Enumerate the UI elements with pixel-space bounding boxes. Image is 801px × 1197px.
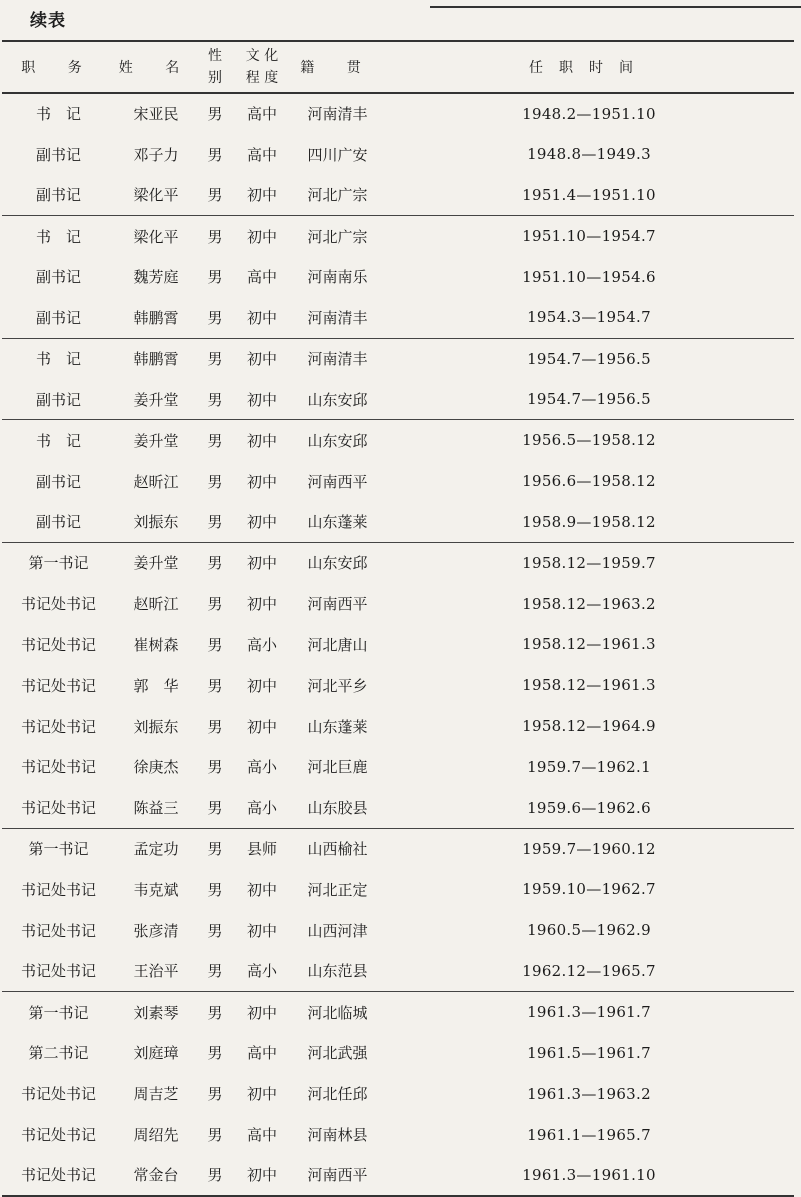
cell-position: 书记处书记 (2, 951, 115, 992)
cell-position: 书 记 (35, 105, 81, 124)
cell-tenure: 1951.4—1951.10 (384, 175, 794, 216)
header-sex-top: 性 (208, 48, 222, 64)
cell-position: 书记处书记 (20, 676, 96, 695)
cell-origin: 河南西平 (291, 1155, 384, 1196)
cell-tenure: 1959.10—1962.7 (522, 880, 656, 899)
cell-origin: 河南西平 (307, 595, 368, 614)
cell-origin: 河南林县 (307, 1126, 368, 1145)
cell-position: 副书记 (2, 501, 115, 542)
cell-position: 书记处书记 (20, 717, 96, 736)
cell-sex: 男 (207, 1044, 223, 1063)
cell-tenure: 1954.3—1954.7 (384, 297, 794, 338)
cell-position: 第二书记 (28, 1044, 89, 1063)
cell-sex: 男 (197, 175, 233, 216)
cell-origin: 山东安邱 (291, 379, 384, 420)
cell-origin: 河南西平 (307, 472, 368, 491)
cell-name: 周吉芝 (133, 1085, 179, 1104)
cell-tenure: 1958.12—1961.3 (522, 676, 656, 695)
cell-origin: 河北武强 (307, 1044, 368, 1063)
cell-education: 初中 (246, 472, 277, 491)
cell-position: 书记处书记 (20, 921, 96, 940)
cell-tenure: 1948.8—1949.3 (527, 145, 651, 164)
cell-sex: 男 (207, 431, 223, 450)
header-sex-bottom: 别 (208, 70, 222, 86)
cell-education: 初中 (246, 554, 277, 573)
cell-origin: 河北巨鹿 (307, 758, 368, 777)
cell-sex: 男 (207, 554, 223, 573)
table-row (2, 706, 794, 747)
cell-sex: 男 (197, 501, 233, 542)
cell-position: 第一书记 (28, 840, 89, 859)
cell-name: 梁化平 (133, 227, 179, 246)
cell-sex: 男 (207, 676, 223, 695)
cell-name: 刘素琴 (133, 1003, 179, 1022)
table-row (2, 910, 794, 951)
cell-education: 初中 (246, 227, 277, 246)
cell-education: 县师 (246, 840, 277, 859)
cell-sex: 男 (207, 350, 223, 369)
table-row (2, 992, 794, 1033)
cell-name: 赵昕江 (133, 472, 179, 491)
cell-position: 书记处书记 (20, 595, 96, 614)
cell-education: 高中 (246, 105, 277, 124)
cell-tenure: 1961.3—1961.10 (384, 1155, 794, 1196)
cell-origin: 河南南乐 (307, 268, 368, 287)
cell-name: 刘庭璋 (133, 1044, 179, 1063)
cell-sex: 男 (207, 472, 223, 491)
cell-name: 徐庚杰 (133, 758, 179, 777)
cell-position: 书记处书记 (20, 1126, 96, 1145)
cell-origin: 山东蓬莱 (307, 717, 368, 736)
cell-tenure: 1960.5—1962.9 (527, 921, 651, 940)
cell-origin: 河北临城 (307, 1003, 368, 1022)
cell-tenure: 1961.3—1961.7 (527, 1003, 651, 1022)
cell-tenure: 1958.12—1961.3 (522, 635, 656, 654)
cell-education: 高小 (246, 635, 277, 654)
cell-tenure: 1961.1—1965.7 (527, 1125, 651, 1144)
cell-position: 副书记 (2, 175, 115, 216)
table-row (2, 951, 794, 992)
cell-education: 初中 (246, 1085, 277, 1104)
cell-origin: 河南清丰 (291, 297, 384, 338)
cell-origin: 山东安邱 (307, 431, 368, 450)
cell-name: 常金台 (115, 1155, 197, 1196)
cell-tenure: 1959.7—1960.12 (522, 839, 656, 858)
table-row (2, 624, 794, 665)
cell-sex: 男 (207, 1126, 223, 1145)
table-row (2, 216, 794, 257)
cell-name: 张彦清 (133, 921, 179, 940)
header-education (233, 41, 291, 93)
cell-sex: 男 (207, 880, 223, 899)
cell-origin: 四川广安 (307, 145, 368, 164)
top-rule (430, 6, 801, 8)
table-row (2, 420, 794, 461)
header-position: 职 务 (2, 41, 115, 93)
header-origin: 籍 贯 (291, 41, 384, 93)
header-row (2, 41, 794, 93)
table-row (2, 1073, 794, 1114)
cell-position: 第一书记 (28, 1003, 89, 1022)
cell-position: 书记处书记 (20, 635, 96, 654)
cell-education: 高中 (246, 1126, 277, 1145)
table-row (2, 338, 794, 379)
cell-sex: 男 (207, 227, 223, 246)
cell-name: 周绍先 (133, 1126, 179, 1145)
cell-tenure: 1959.7—1962.1 (527, 757, 651, 776)
cell-tenure: 1951.10—1954.6 (522, 267, 656, 286)
cell-sex: 男 (207, 1085, 223, 1104)
cell-education: 初中 (246, 431, 277, 450)
table-row (2, 461, 794, 502)
cell-name: 梁化平 (115, 175, 197, 216)
cell-sex: 男 (197, 297, 233, 338)
cell-sex: 男 (197, 951, 233, 992)
cell-origin: 河北正定 (307, 880, 368, 899)
cell-tenure: 1958.12—1963.2 (522, 594, 656, 613)
table-row (2, 1114, 794, 1155)
cell-tenure: 1958.12—1964.9 (522, 717, 656, 736)
cell-sex: 男 (207, 840, 223, 859)
cell-position: 书记处书记 (20, 758, 96, 777)
cell-name: 姜升堂 (133, 431, 179, 450)
cell-position: 书 记 (35, 431, 81, 450)
cell-origin: 河北平乡 (307, 676, 368, 695)
cell-position: 书 记 (35, 227, 81, 246)
cell-sex: 男 (207, 145, 223, 164)
header-edu-bottom: 程 度 (245, 70, 279, 86)
cell-education: 初中 (246, 595, 277, 614)
cell-tenure: 1961.5—1961.7 (527, 1043, 651, 1062)
cell-tenure: 1948.2—1951.10 (522, 104, 656, 123)
cell-sex: 男 (207, 105, 223, 124)
cell-name: 郭 华 (133, 676, 179, 695)
cell-origin: 河北任邱 (307, 1085, 368, 1104)
cell-education: 初中 (246, 676, 277, 695)
table-row (2, 665, 794, 706)
cell-name: 陈益三 (115, 787, 197, 828)
table-row (2, 1032, 794, 1073)
cell-education: 高中 (246, 268, 277, 287)
table-row (2, 297, 794, 338)
cell-name: 刘振东 (133, 717, 179, 736)
cell-education: 初中 (233, 175, 291, 216)
cell-name: 姜升堂 (115, 379, 197, 420)
cell-sex: 男 (207, 1003, 223, 1022)
cell-position: 书记处书记 (20, 880, 96, 899)
cell-name: 孟定功 (133, 840, 179, 859)
page-title: 续表 (30, 11, 66, 31)
cell-origin: 河南清丰 (307, 105, 368, 124)
header-name: 姓 名 (115, 41, 197, 93)
table-row (2, 747, 794, 788)
cell-name: 韦克斌 (133, 880, 179, 899)
cell-sex: 男 (197, 1155, 233, 1196)
table-row (2, 828, 794, 869)
cell-sex: 男 (207, 595, 223, 614)
table-row (2, 93, 794, 134)
cell-education: 高小 (233, 951, 291, 992)
cell-education: 初中 (233, 1155, 291, 1196)
cell-education: 初中 (246, 350, 277, 369)
cell-position: 书记处书记 (20, 1085, 96, 1104)
cell-origin: 山西榆社 (307, 840, 368, 859)
cell-tenure: 1956.5—1958.12 (522, 431, 656, 450)
cell-origin: 山西河津 (307, 921, 368, 940)
table-row (2, 379, 794, 420)
cell-name: 邓子力 (133, 145, 179, 164)
cell-origin: 河北唐山 (307, 635, 368, 654)
cell-position: 副书记 (35, 145, 81, 164)
cell-sex: 男 (197, 787, 233, 828)
header-tenure: 任职时间 (384, 41, 794, 93)
cell-position: 副书记 (35, 472, 81, 491)
cell-sex: 男 (207, 921, 223, 940)
cell-tenure: 1954.7—1956.5 (384, 379, 794, 420)
cell-sex: 男 (207, 717, 223, 736)
cell-origin: 山东安邱 (307, 554, 368, 573)
cell-position: 副书记 (2, 379, 115, 420)
header-sex (197, 41, 233, 93)
table-row (2, 787, 794, 828)
cell-tenure: 1959.6—1962.6 (384, 787, 794, 828)
cell-name: 姜升堂 (133, 554, 179, 573)
cell-position: 副书记 (2, 297, 115, 338)
cell-origin: 山东胶县 (291, 787, 384, 828)
table-row (2, 869, 794, 910)
header-edu-top: 文 化 (245, 48, 279, 64)
table-row (2, 1155, 794, 1196)
cell-name: 魏芳庭 (133, 268, 179, 287)
cell-tenure: 1958.12—1959.7 (522, 553, 656, 572)
table-row (2, 256, 794, 297)
table-row (2, 134, 794, 175)
cell-tenure: 1962.12—1965.7 (384, 951, 794, 992)
cell-name: 王治平 (115, 951, 197, 992)
cell-origin: 河南清丰 (307, 350, 368, 369)
cell-education: 初中 (246, 717, 277, 736)
cell-name: 刘振东 (115, 501, 197, 542)
officials-table (2, 40, 794, 1197)
table-row (2, 542, 794, 583)
cell-education: 高小 (233, 787, 291, 828)
cell-name: 韩鹏霄 (133, 350, 179, 369)
cell-name: 韩鹏霄 (115, 297, 197, 338)
table-row (2, 583, 794, 624)
cell-sex: 男 (207, 268, 223, 287)
cell-name: 赵昕江 (133, 595, 179, 614)
table-row (2, 501, 794, 542)
cell-tenure: 1958.9—1958.12 (384, 501, 794, 542)
cell-position: 第一书记 (28, 554, 89, 573)
cell-tenure: 1956.6—1958.12 (522, 472, 656, 491)
cell-education: 初中 (233, 297, 291, 338)
cell-education: 高小 (246, 758, 277, 777)
table-row (2, 175, 794, 216)
cell-sex: 男 (207, 635, 223, 654)
table-body (2, 93, 794, 1196)
cell-origin: 河北广宗 (291, 175, 384, 216)
cell-education: 初中 (246, 1003, 277, 1022)
cell-origin: 山东范县 (291, 951, 384, 992)
cell-education: 初中 (246, 880, 277, 899)
cell-position: 书记处书记 (2, 1155, 115, 1196)
cell-position: 书 记 (35, 350, 81, 369)
cell-sex: 男 (197, 379, 233, 420)
cell-name: 宋亚民 (133, 105, 179, 124)
cell-position: 书记处书记 (2, 787, 115, 828)
cell-position: 副书记 (35, 268, 81, 287)
cell-education: 初中 (233, 379, 291, 420)
cell-education: 高中 (246, 1044, 277, 1063)
cell-sex: 男 (207, 758, 223, 777)
cell-origin: 河北广宗 (307, 227, 368, 246)
cell-tenure: 1961.3—1963.2 (527, 1084, 651, 1103)
cell-name: 崔树森 (133, 635, 179, 654)
cell-education: 初中 (246, 921, 277, 940)
cell-tenure: 1951.10—1954.7 (522, 227, 656, 246)
table-header (2, 41, 794, 93)
cell-education: 高中 (246, 145, 277, 164)
cell-tenure: 1954.7—1956.5 (527, 349, 651, 368)
cell-education: 初中 (233, 501, 291, 542)
cell-origin: 山东蓬莱 (291, 501, 384, 542)
